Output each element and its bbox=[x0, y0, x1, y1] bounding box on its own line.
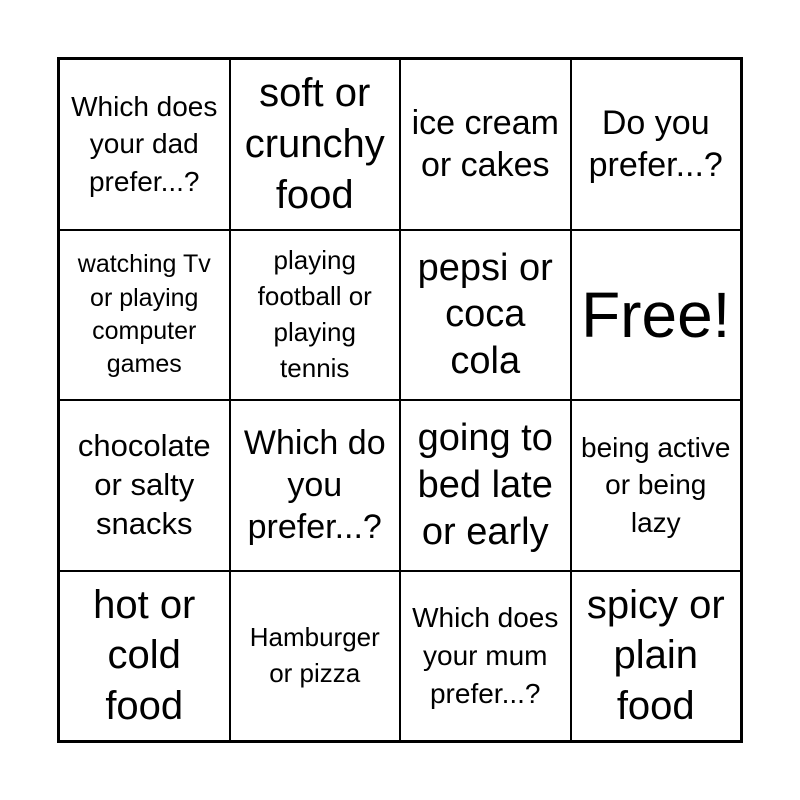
cell-text: soft or crunchy food bbox=[244, 71, 385, 217]
cell-text: spicy or plain food bbox=[586, 582, 725, 729]
bingo-cell[interactable] bbox=[230, 230, 401, 401]
cell-text: Do you prefer...? bbox=[588, 104, 723, 185]
bingo-cell[interactable] bbox=[400, 59, 571, 230]
cell-text: being active or being lazy bbox=[581, 431, 731, 539]
cell-text: ice cream or cakes bbox=[411, 104, 559, 185]
bingo-cell[interactable] bbox=[571, 59, 742, 230]
bingo-cell[interactable] bbox=[400, 230, 571, 401]
cell-text: Hamburger or pizza bbox=[249, 621, 380, 688]
cell-text: playing football or playing tennis bbox=[257, 245, 372, 383]
cell-text: pepsi or coca cola bbox=[417, 246, 553, 383]
bingo-cell[interactable] bbox=[400, 400, 571, 571]
bingo-cell[interactable] bbox=[230, 59, 401, 230]
bingo-cell[interactable] bbox=[59, 400, 230, 571]
free-space-cell[interactable] bbox=[571, 230, 742, 401]
cell-text: Which does your dad prefer...? bbox=[71, 90, 218, 198]
cell-text: watching Tv or playing computer games bbox=[77, 250, 211, 378]
bingo-cell[interactable] bbox=[571, 571, 742, 742]
bingo-cell[interactable] bbox=[59, 59, 230, 230]
bingo-cell[interactable] bbox=[571, 400, 742, 571]
bingo-cell[interactable] bbox=[230, 400, 401, 571]
bingo-cell[interactable] bbox=[230, 571, 401, 742]
bingo-cell[interactable] bbox=[59, 571, 230, 742]
cell-text: chocolate or salty snacks bbox=[77, 428, 211, 541]
cell-text: Which do you prefer...? bbox=[243, 424, 386, 547]
cell-text: Which does your mum prefer...? bbox=[412, 602, 559, 709]
cell-text: going to bed late or early bbox=[417, 417, 553, 553]
bingo-board bbox=[57, 57, 743, 743]
free-space-text: Free! bbox=[581, 278, 731, 351]
bingo-cell[interactable] bbox=[400, 571, 571, 742]
bingo-cell[interactable] bbox=[59, 230, 230, 401]
cell-text: hot or cold food bbox=[93, 582, 196, 729]
